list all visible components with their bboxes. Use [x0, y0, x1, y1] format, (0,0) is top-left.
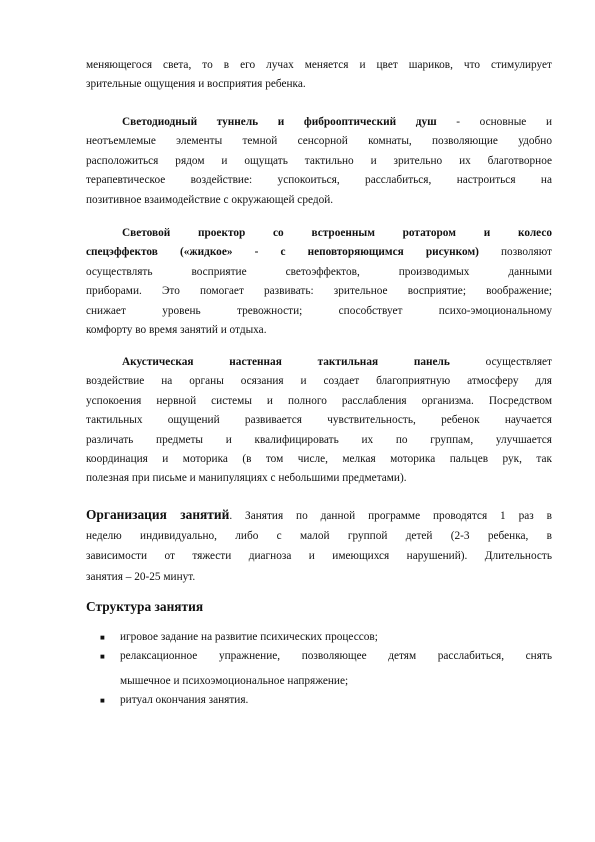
text-line: неотъемлемые элементы темной сенсорной комнаты, позволяющие удобно — [86, 135, 552, 148]
text-run: позволяют — [478, 246, 552, 259]
text-line: неделю индивидуально, либо с малой группой детей (2-3 ребенка, в — [86, 530, 552, 543]
paragraph-tactile-panel — [86, 353, 552, 489]
list-item-text: игровое задание на развитие психических процессов; — [120, 631, 378, 643]
text-line: меняющегося света, то в его лучах меняется и цвет шариков, что стимулирует — [86, 59, 552, 71]
text-line: зависимости от тяжести диагноза и имеющихся нарушений). Длительность — [86, 550, 552, 563]
text-run: - основные и — [436, 116, 552, 128]
paragraph-continuation — [86, 56, 552, 95]
text-line: воздействие на органы осязания и создает благоприятную атмосферу для — [86, 375, 552, 388]
bullet-icon: ■ — [100, 652, 105, 661]
text-line: тактильных ощущений развивается чувствительность, ребенок научается — [86, 414, 552, 427]
text-line: осуществлять восприятие светоэффектов, производимых данными — [86, 265, 552, 278]
text-line: координация и моторика (в том числе, мелкая моторика пальцев рук, так — [86, 453, 552, 466]
bold-term: Светодиодный туннель и фиброоптический душ — [122, 116, 437, 128]
list-item-text: мышечное и психоэмоциональное напряжение; — [120, 675, 349, 687]
text-line: приборами. Это помогает развивать: зрительное восприятие; воображение; — [86, 285, 552, 298]
text-line: различать предметы и квалифицировать их по группам, улучшается — [86, 433, 552, 446]
text-line: снижает уровень тревожности; способствует психо-эмоциональному — [86, 304, 552, 317]
paragraph-lesson-organization — [86, 505, 552, 587]
section-heading: Структура занятия — [86, 599, 204, 614]
bold-term: Акустическая настенная тактильная панель — [122, 356, 450, 368]
text-line: расположиться рядом и ощущать тактильно и зрительно их благотворное — [86, 154, 552, 167]
text-line: успокоения нервной системы и полного расслабления организма. Посредством — [86, 394, 552, 407]
bullet-icon: ■ — [100, 696, 105, 705]
text-line — [86, 505, 552, 526]
structure-heading-block — [86, 597, 552, 616]
text-line: зрительные ощущения и восприятия ребенка. — [86, 78, 306, 91]
text-line: полезная при письме и манипуляциях с небольшими предметами). — [86, 472, 407, 485]
bold-term: спецэффектов («жидкое» - с неповторяющимся рисунком) — [86, 246, 479, 259]
bullet-icon: ■ — [100, 633, 105, 642]
list-item-text: релаксационное упражнение, позволяющее детям расслабиться, снять — [120, 650, 552, 662]
section-heading: Организация занятий — [86, 507, 230, 522]
text-line — [86, 243, 552, 262]
text-line: занятия – 20-25 минут. — [86, 570, 196, 583]
bold-term: Световой проектор со встроенным ротатором и колесо — [122, 227, 552, 239]
text-run: осуществляет — [449, 356, 552, 368]
text-line: позитивное взаимодействие с окружающей средой. — [86, 193, 334, 206]
paragraph-light-projector — [86, 224, 552, 340]
text-line: терапевтическое воздействие: успокоиться, расслабиться, настроиться на — [86, 174, 552, 187]
text-line — [86, 353, 552, 372]
list-item-text: ритуал окончания занятия. — [120, 694, 249, 706]
paragraph-light-tunnel — [86, 113, 552, 210]
text-run: . Занятия по данной программе проводятся 1 раз в — [229, 510, 552, 522]
text-line — [86, 224, 552, 243]
text-line: комфорту во время занятий и отдыха. — [86, 324, 267, 337]
text-line — [86, 113, 552, 132]
